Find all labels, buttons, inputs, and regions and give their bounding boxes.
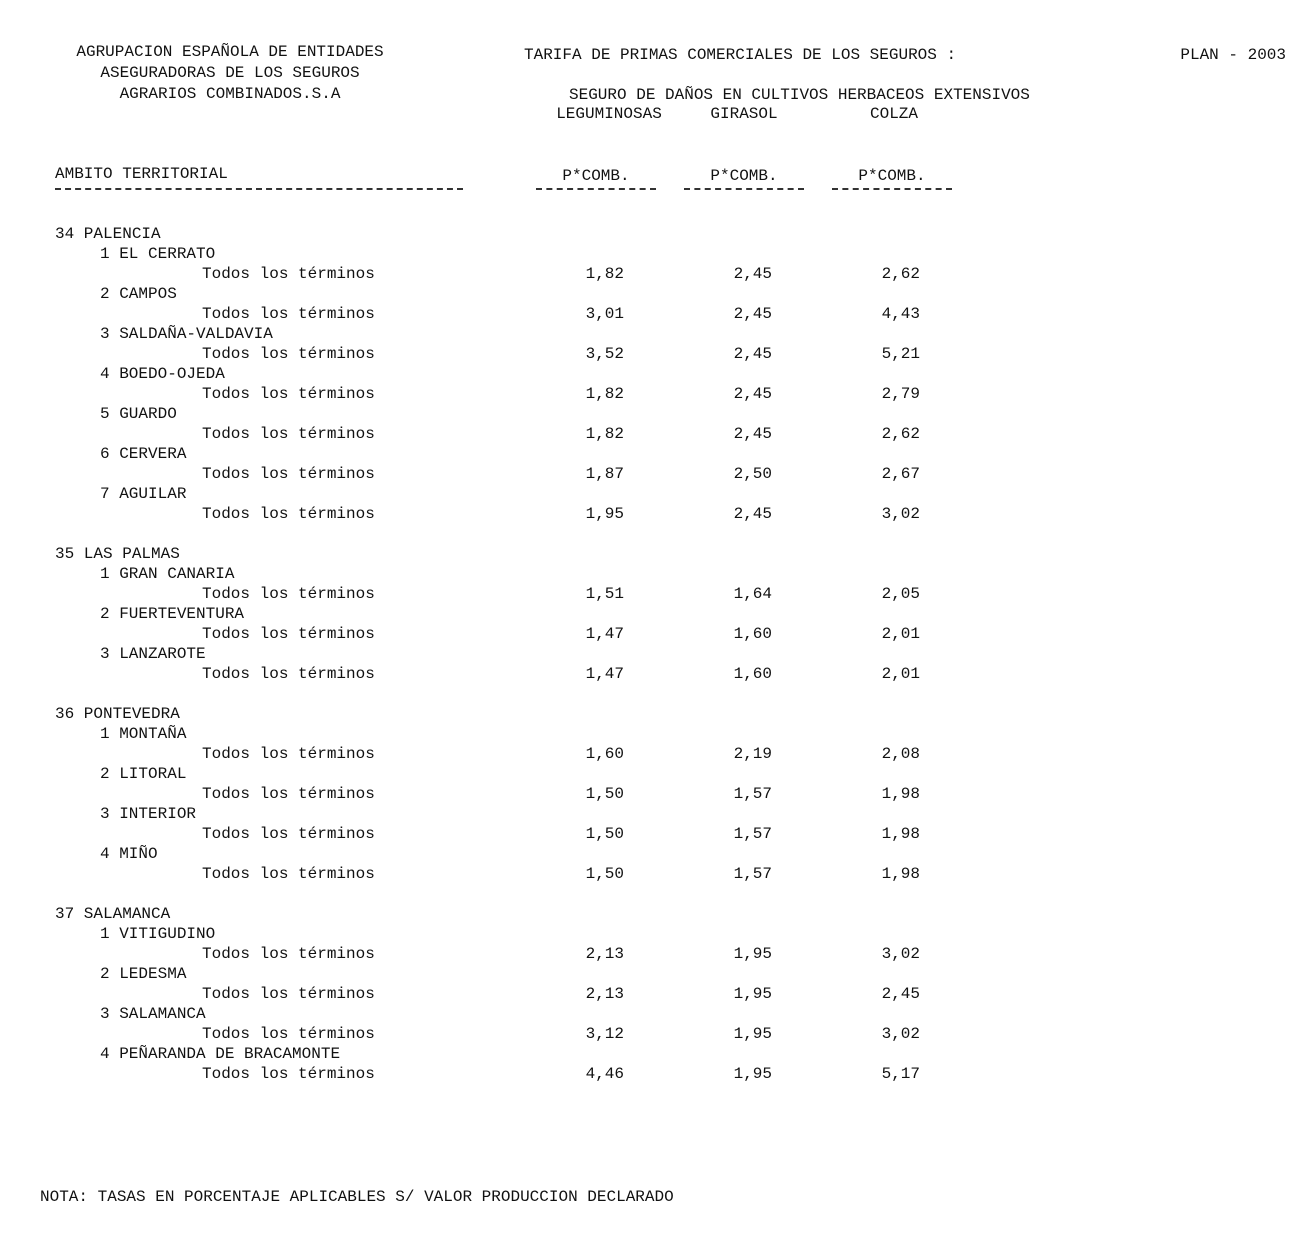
rate-value: 1,57 xyxy=(733,785,772,803)
comarca-name: 2 FUERTEVENTURA xyxy=(100,605,245,623)
rate-value: 1,64 xyxy=(733,585,772,603)
crop-header-girasol: GIRASOL xyxy=(710,105,778,123)
province-name: 36 PONTEVEDRA xyxy=(55,705,180,723)
rate-value: 2,05 xyxy=(881,585,920,603)
comarca-name: 1 VITIGUDINO xyxy=(100,925,216,943)
terminos-label: Todos los términos xyxy=(202,1025,375,1043)
terminos-label: Todos los términos xyxy=(202,385,375,403)
comarca-name: 4 MIÑO xyxy=(100,845,158,863)
terminos-label: Todos los términos xyxy=(202,745,375,763)
comarca-name: 3 SALDAÑA-VALDAVIA xyxy=(100,325,273,343)
comarca-name: 3 INTERIOR xyxy=(100,805,197,823)
rate-value: 2,45 xyxy=(733,305,772,323)
rate-value: 1,95 xyxy=(733,945,772,963)
rate-value: 1,50 xyxy=(585,865,624,883)
rate-value: 2,67 xyxy=(881,465,920,483)
comarca-name: 5 GUARDO xyxy=(100,405,177,423)
document-subtitle: SEGURO DE DAÑOS EN CULTIVOS HERBACEOS EXTENSIVOS xyxy=(569,86,1030,104)
terminos-label: Todos los términos xyxy=(202,945,375,963)
rate-value: 2,13 xyxy=(585,985,624,1003)
rate-value: 1,60 xyxy=(733,625,772,643)
rate-value: 1,50 xyxy=(585,825,624,843)
rate-value: 3,01 xyxy=(585,305,624,323)
terminos-label: Todos los términos xyxy=(202,505,375,523)
header-separator xyxy=(55,188,463,190)
comarca-name: 1 MONTAÑA xyxy=(100,725,187,743)
terminos-label: Todos los términos xyxy=(202,465,375,483)
terminos-label: Todos los términos xyxy=(202,265,375,283)
rate-value: 2,45 xyxy=(733,345,772,363)
comarca-name: 4 PEÑARANDA DE BRACAMONTE xyxy=(100,1045,341,1063)
rate-value: 2,08 xyxy=(881,745,920,763)
rate-value: 3,12 xyxy=(585,1025,624,1043)
crop-header-colza: COLZA xyxy=(869,105,918,123)
terminos-label: Todos los términos xyxy=(202,825,375,843)
rate-value: 1,98 xyxy=(881,865,920,883)
rate-value: 2,19 xyxy=(733,745,772,763)
comarca-name: 1 EL CERRATO xyxy=(100,245,216,263)
terminos-label: Todos los términos xyxy=(202,985,375,1003)
col-separator-3 xyxy=(832,188,952,190)
terminos-label: Todos los términos xyxy=(202,785,375,803)
comarca-name: 7 AGUILAR xyxy=(100,485,187,503)
rate-value: 1,82 xyxy=(585,385,624,403)
comarca-name: 2 LITORAL xyxy=(100,765,187,783)
terminos-label: Todos los términos xyxy=(202,585,375,603)
terminos-label: Todos los términos xyxy=(202,345,375,363)
terminos-label: Todos los términos xyxy=(202,865,375,883)
rate-value: 1,51 xyxy=(585,585,624,603)
rate-value: 5,21 xyxy=(881,345,920,363)
rate-value: 1,57 xyxy=(733,865,772,883)
comarca-name: 3 SALAMANCA xyxy=(100,1005,206,1023)
rate-value: 1,95 xyxy=(733,985,772,1003)
rate-value: 1,95 xyxy=(733,1065,772,1083)
col-separator-2 xyxy=(684,188,804,190)
province-name: 34 PALENCIA xyxy=(55,225,161,243)
rate-value: 2,45 xyxy=(733,385,772,403)
rate-value: 1,95 xyxy=(733,1025,772,1043)
rate-value: 1,47 xyxy=(585,665,624,683)
rate-value: 1,50 xyxy=(585,785,624,803)
crop-header-leguminosas: LEGUMINOSAS xyxy=(556,105,662,123)
rate-value: 2,01 xyxy=(881,665,920,683)
rate-value: 1,82 xyxy=(585,425,624,443)
col-separator-1 xyxy=(536,188,656,190)
rate-value: 2,50 xyxy=(733,465,772,483)
comarca-name: 2 CAMPOS xyxy=(100,285,177,303)
terminos-label: Todos los términos xyxy=(202,425,375,443)
rate-value: 1,98 xyxy=(881,825,920,843)
comarca-name: 2 LEDESMA xyxy=(100,965,187,983)
rate-value: 4,43 xyxy=(881,305,920,323)
comarca-name: 1 GRAN CANARIA xyxy=(100,565,235,583)
org-name-line2: ASEGURADORAS DE LOS SEGUROS xyxy=(100,64,360,82)
rate-value: 2,45 xyxy=(733,505,772,523)
terminos-label: Todos los términos xyxy=(202,1065,375,1083)
rate-value: 3,02 xyxy=(881,945,920,963)
org-name-line1: AGRUPACION ESPAÑOLA DE ENTIDADES xyxy=(76,43,384,61)
rate-value: 2,13 xyxy=(585,945,624,963)
plan-label: PLAN - 2003 xyxy=(1180,46,1286,64)
rate-value: 1,98 xyxy=(881,785,920,803)
org-name-line3: AGRARIOS COMBINADOS.S.A xyxy=(119,85,341,103)
rate-value: 2,45 xyxy=(733,425,772,443)
terminos-label: Todos los términos xyxy=(202,625,375,643)
col-header-2: P*COMB. xyxy=(710,167,778,185)
rate-value: 5,17 xyxy=(881,1065,920,1083)
rate-value: 4,46 xyxy=(585,1065,624,1083)
rate-value: 2,79 xyxy=(881,385,920,403)
ambito-header: AMBITO TERRITORIAL xyxy=(55,165,228,183)
rate-value: 1,57 xyxy=(733,825,772,843)
comarca-name: 6 CERVERA xyxy=(100,445,187,463)
document-title: TARIFA DE PRIMAS COMERCIALES DE LOS SEGUROS : xyxy=(524,46,957,64)
rate-value: 3,52 xyxy=(585,345,624,363)
rate-value: 1,82 xyxy=(585,265,624,283)
col-header-1: P*COMB. xyxy=(562,167,630,185)
comarca-name: 4 BOEDO-OJEDA xyxy=(100,365,225,383)
province-name: 37 SALAMANCA xyxy=(55,905,171,923)
col-header-3: P*COMB. xyxy=(858,167,926,185)
rate-value: 2,01 xyxy=(881,625,920,643)
comarca-name: 3 LANZAROTE xyxy=(100,645,206,663)
rate-value: 3,02 xyxy=(881,1025,920,1043)
terminos-label: Todos los términos xyxy=(202,305,375,323)
province-name: 35 LAS PALMAS xyxy=(55,545,180,563)
rate-value: 1,60 xyxy=(733,665,772,683)
rate-value: 1,47 xyxy=(585,625,624,643)
terminos-label: Todos los términos xyxy=(202,665,375,683)
rate-value: 2,45 xyxy=(733,265,772,283)
rate-value: 3,02 xyxy=(881,505,920,523)
rate-value: 2,62 xyxy=(881,425,920,443)
rate-value: 1,60 xyxy=(585,745,624,763)
rate-value: 2,62 xyxy=(881,265,920,283)
rate-value: 1,87 xyxy=(585,465,624,483)
rate-value: 2,45 xyxy=(881,985,920,1003)
rate-value: 1,95 xyxy=(585,505,624,523)
footer-note: NOTA: TASAS EN PORCENTAJE APLICABLES S/ VALOR PRODUCCION DECLARADO xyxy=(40,1188,674,1206)
